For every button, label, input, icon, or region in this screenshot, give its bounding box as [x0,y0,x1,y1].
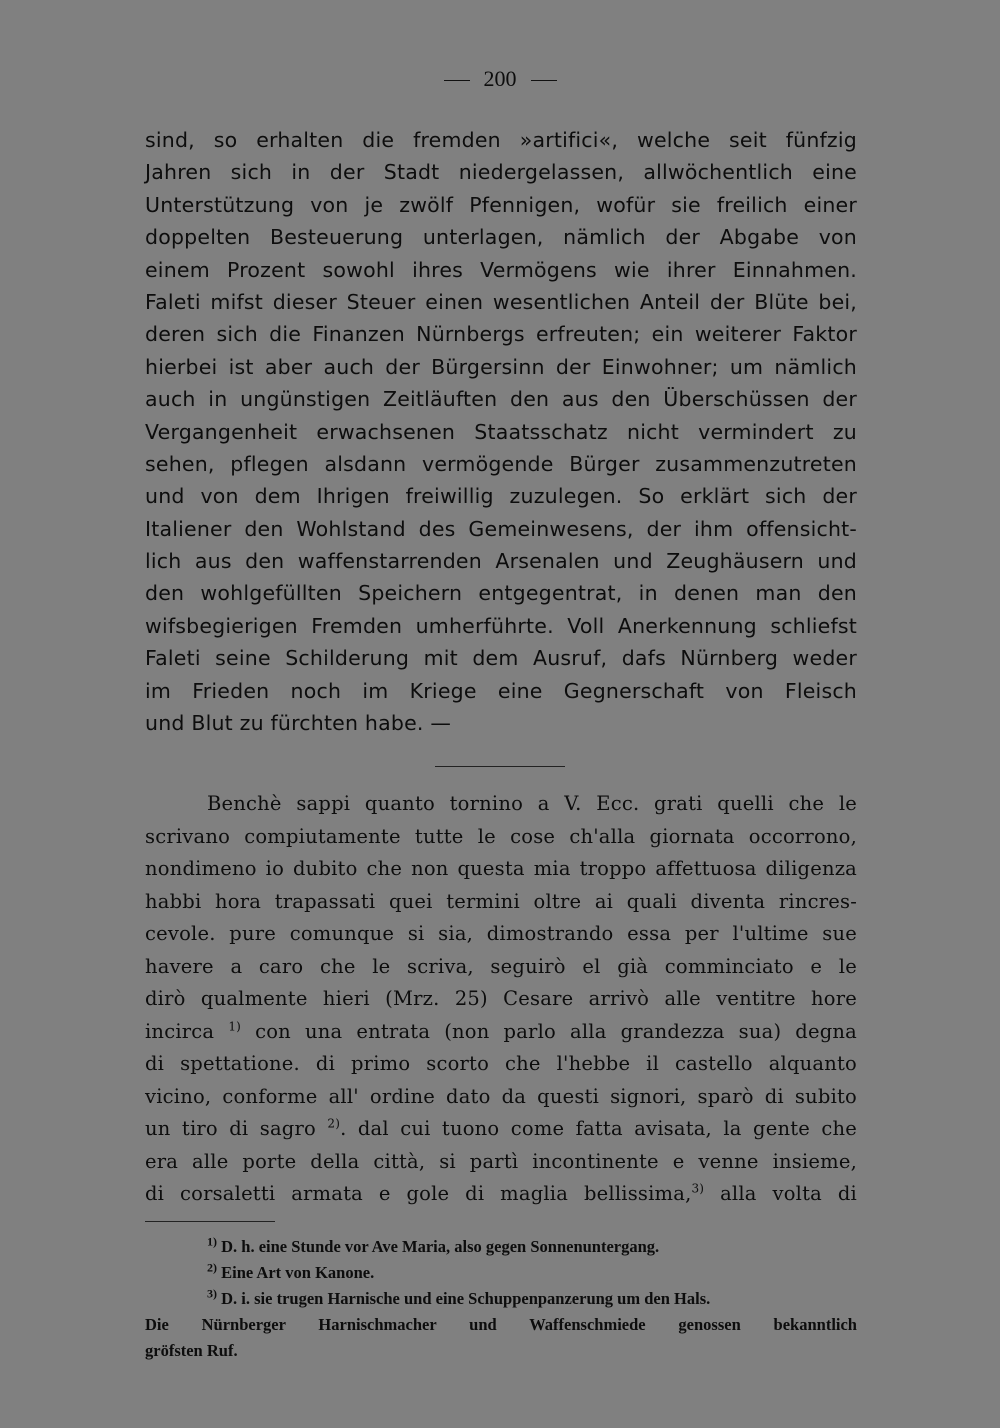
text-line: wifsbegierigen Fremden umherführte. Voll Anerkennung schliefst [145,613,857,638]
text-line: havere a caro che le scriva, seguirò el già comminciato e le [145,954,857,978]
text-segment: alla volta di [720,1182,857,1205]
text-segment: un tiro di sagro [145,1117,316,1140]
header-dash-left [444,80,470,81]
text-line: habbi hora trapassati quei termini oltre ai quali diventa rincres- [145,889,857,913]
text-line: Unterstützung von je zwölf Pfennigen, wofür sie freilich einer [145,192,857,217]
text-line: Vergangenheit erwachsenen Staatsschatz nicht vermindert zu [145,419,857,444]
text-line [145,1016,857,1049]
footnotes [145,1234,857,1364]
text-segment: con una entrata (non parlo alla grandezza sua) degna [255,1019,857,1043]
footnote-text: D. h. eine Stunde vor Ave Maria, also gegen Sonnenuntergang. [221,1237,660,1256]
text-line: Jahren sich in der Stadt niedergelassen, allwöchentlich eine [145,160,857,185]
italian-quotation [145,788,857,1211]
footnote-continuation: Die Nürnberger Harnischmacher und Waffenschmiede genossen bekanntlich [145,1315,857,1334]
text-line: hierbei ist aber auch der Bürgersinn der Einwohner; um nämlich [145,354,857,379]
text-line: di spettatione. di primo scorto che l'hebbe il castello alquanto [145,1052,857,1075]
footnote-text: D. i. sie trugen Harnische und eine Schuppenpanzerung um den Hals. [221,1289,711,1308]
footnote-mark: 3) [207,1286,217,1301]
footnote [145,1234,857,1260]
footnote-ref: 3) [691,1181,705,1196]
text-line: Italiener den Wohlstand des Gemeinwesens, der ihm offensicht- [145,516,857,541]
text-line: Faleti mifst dieser Steuer einen wesentlichen Anteil der Blüte bei, [145,289,857,314]
text-line: und Blut zu fürchten habe. — [145,711,452,736]
text-line: im Frieden noch im Kriege eine Gegnerschaft von Fleisch [145,678,857,703]
footnote-ref: 1) [228,1019,242,1033]
german-paragraph [145,124,857,739]
text-line: auch in ungünstigen Zeitläuften den aus den Überschüssen der [145,387,857,412]
footnote-divider [145,1221,275,1222]
footnote-text: Eine Art von Kanone. [221,1263,375,1282]
text-line: nondimeno io dubito che non questa mia troppo affettuosa diligenza [145,857,857,880]
text-line: doppelten Besteuerung unterlagen, nämlich der Abgabe von [145,225,857,250]
text-segment: di corsaletti armata e gole di maglia bellissima, [145,1182,692,1205]
footnote-ref: 2) [327,1116,341,1131]
text-line: Faleti seine Schilderung mit dem Ausruf, dafs Nürnberg weder [145,646,857,671]
text-line: einem Prozent sowohl ihres Vermögens wie ihrer Einnahmen. [145,257,857,282]
text-line: und von dem Ihrigen freiwillig zuzulegen. So erklärt sich der [145,484,857,509]
footnote-continuation: gröfsten Ruf. [145,1341,238,1360]
text-line [145,1178,857,1211]
text-line [145,1113,857,1146]
footnote-mark: 2) [207,1260,217,1275]
text-line: era alle porte della città, si partì incontinente e venne insieme, [145,1149,857,1173]
text-line: sind, so erhalten die fremden »artifici«, welche seit fünfzig [145,128,857,152]
text-segment: incirca [145,1019,215,1043]
text-line: deren sich die Finanzen Nürnbergs erfreuten; ein weiterer Faktor [145,322,857,347]
text-line: cevole. pure comunque si sia, dimostrando essa per l'ultime sue [145,922,857,945]
footnote [145,1260,857,1286]
text-line: vicino, conforme all' ordine dato da questi signori, sparò di subito [145,1084,857,1108]
footnote [145,1286,857,1312]
text-line: Benchè sappi quanto tornino a V. Ecc. grati quelli che le [207,792,857,815]
text-line: lich aus den waffenstarrenden Arsenalen und Zeughäusern und [145,549,857,574]
text-line: dirò qualmente hieri (Mrz. 25) Cesare arrivò alle ventitre hore [145,987,857,1010]
page-header [0,66,1000,92]
text-line: scrivano compiutamente tutte le cose ch'alla giornata occorrono, [145,824,857,848]
text-segment: . dal cui tuono come fatta avisata, la gente che [340,1117,857,1140]
header-dash-right [531,80,557,81]
page-number: 200 [483,66,517,91]
text-line: sehen, pflegen alsdann vermögende Bürger zusammenzutreten [145,451,857,476]
footnote-mark: 1) [207,1234,217,1249]
text-line: den wohlgefüllten Speichern entgegentrat, in denen man den [145,581,857,606]
section-divider [435,766,565,767]
